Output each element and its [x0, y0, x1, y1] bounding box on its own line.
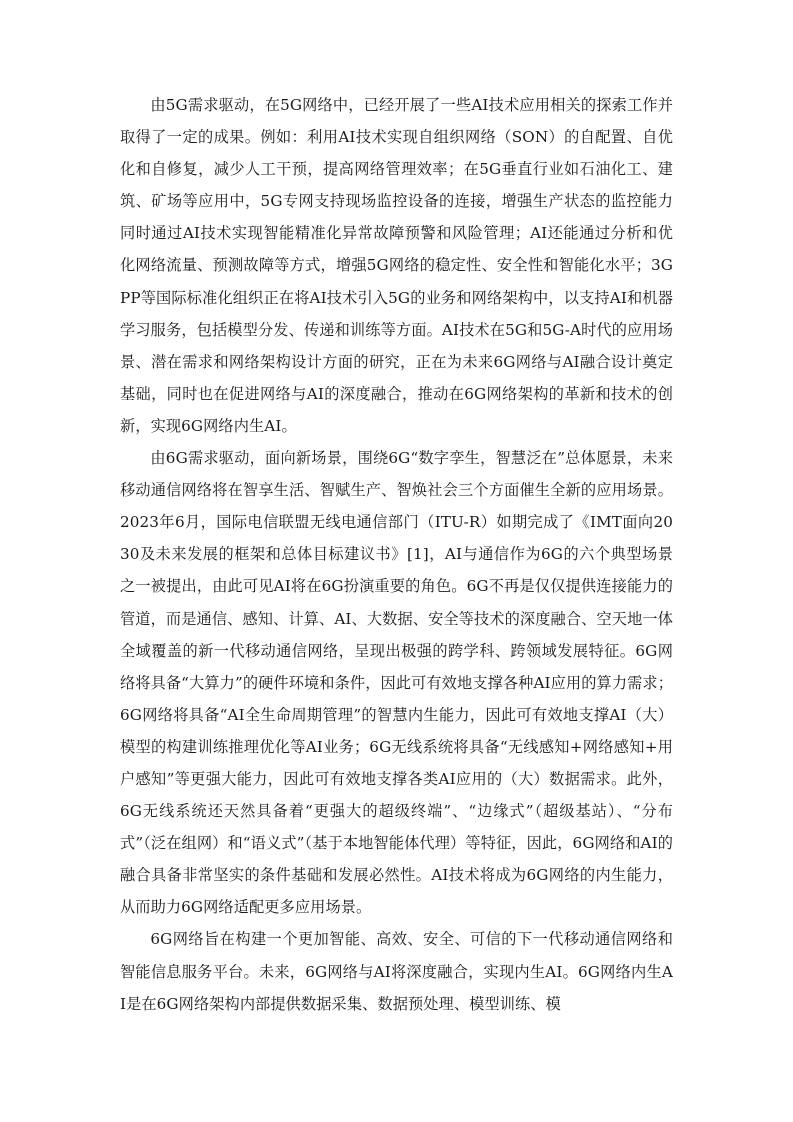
- paragraph-6g-driven-scenarios: 由6G需求驱动，面向新场景，围绕6G“数字孪生，智慧泛在”总体愿景，未来移动通信网络将在智享生活、智赋生产、智焕社会三个方面催生全新的应用场景。2023年6月，国际电信联盟无线电通信部门（ITU-R）如期完成了《IMT面向2030及未来发展的框架和总体目标建议书》[1]，AI与通信作为6G的六个典型场景之一被提出，由此可见AI将在6G扮演重要的角色。6G不再是仅仅提供连接能力的管道，而是通信、感知、计算、AI、大数据、安全等技术的深度融合、空天地一体全域覆盖的新一代移动通信网络，呈现出极强的跨学科、跨领域发展特征。6G网络将具备“大算力”的硬件环境和条件，因此可有效地支撑各种AI应用的算力需求；6G网络将具备“AI全生命周期管理”的智慧内生能力，因此可有效地支撑AI（大）模型的构建训练推理优化等AI业务；6G无线系统将具备“无线感知+网络感知+用户感知”等更强大能力，因此可有效地支撑各类AI应用的（大）数据需求。此外，6G无线系统还天然具备着“更强大的超级终端”、“边缘式”（超级基站）、“分布式”（泛在组网）和“语义式”（基于本地智能体代理）等特征，因此，6G网络和AI的融合具备非常坚实的条件基础和发展必然性。AI技术将成为6G网络的内生能力，从而助力6G网络适配更多应用场景。: [120, 449, 673, 917]
- paragraph-6g-native-ai: 6G网络旨在构建一个更加智能、高效、安全、可信的下一代移动通信网络和智能信息服务平台。未来，6G网络与AI将深度融合，实现内生AI。6G网络内生AI是在6G网络架构内部提供数据采集、数据预处理、模型训练、模: [120, 930, 673, 1013]
- paragraph-5g-ai-exploration: 由5G需求驱动，在5G网络中，已经开展了一些AI技术应用相关的探索工作并取得了一定的成果。例如：利用AI技术实现自组织网络（SON）的自配置、自优化和自修复，减少人工干预，提高网络管理效率；在5G垂直行业如石油化工、建筑、矿场等应用中，5G专网支持现场监控设备的连接，增强生产状态的监控能力同时通过AI技术实现智能精准化异常故障预警和风险管理；AI还能通过分析和优化网络流量、预测故障等方式，增强5G网络的稳定性、安全性和智能化水平；3GPP等国际标准化组织正在将AI技术引入5G的业务和网络架构中，以支持AI和机器学习服务，包括模型分发、传递和训练等方面。AI技术在5G和5G-A时代的应用场景、潜在需求和网络架构设计方面的研究，正在为未来6G网络与AI融合设计奠定基础，同时也在促进网络与AI的深度融合，推动在6G网络架构的革新和技术的创新，实现6G网络内生AI。: [120, 96, 673, 435]
- document-body: [120, 89, 673, 1020]
